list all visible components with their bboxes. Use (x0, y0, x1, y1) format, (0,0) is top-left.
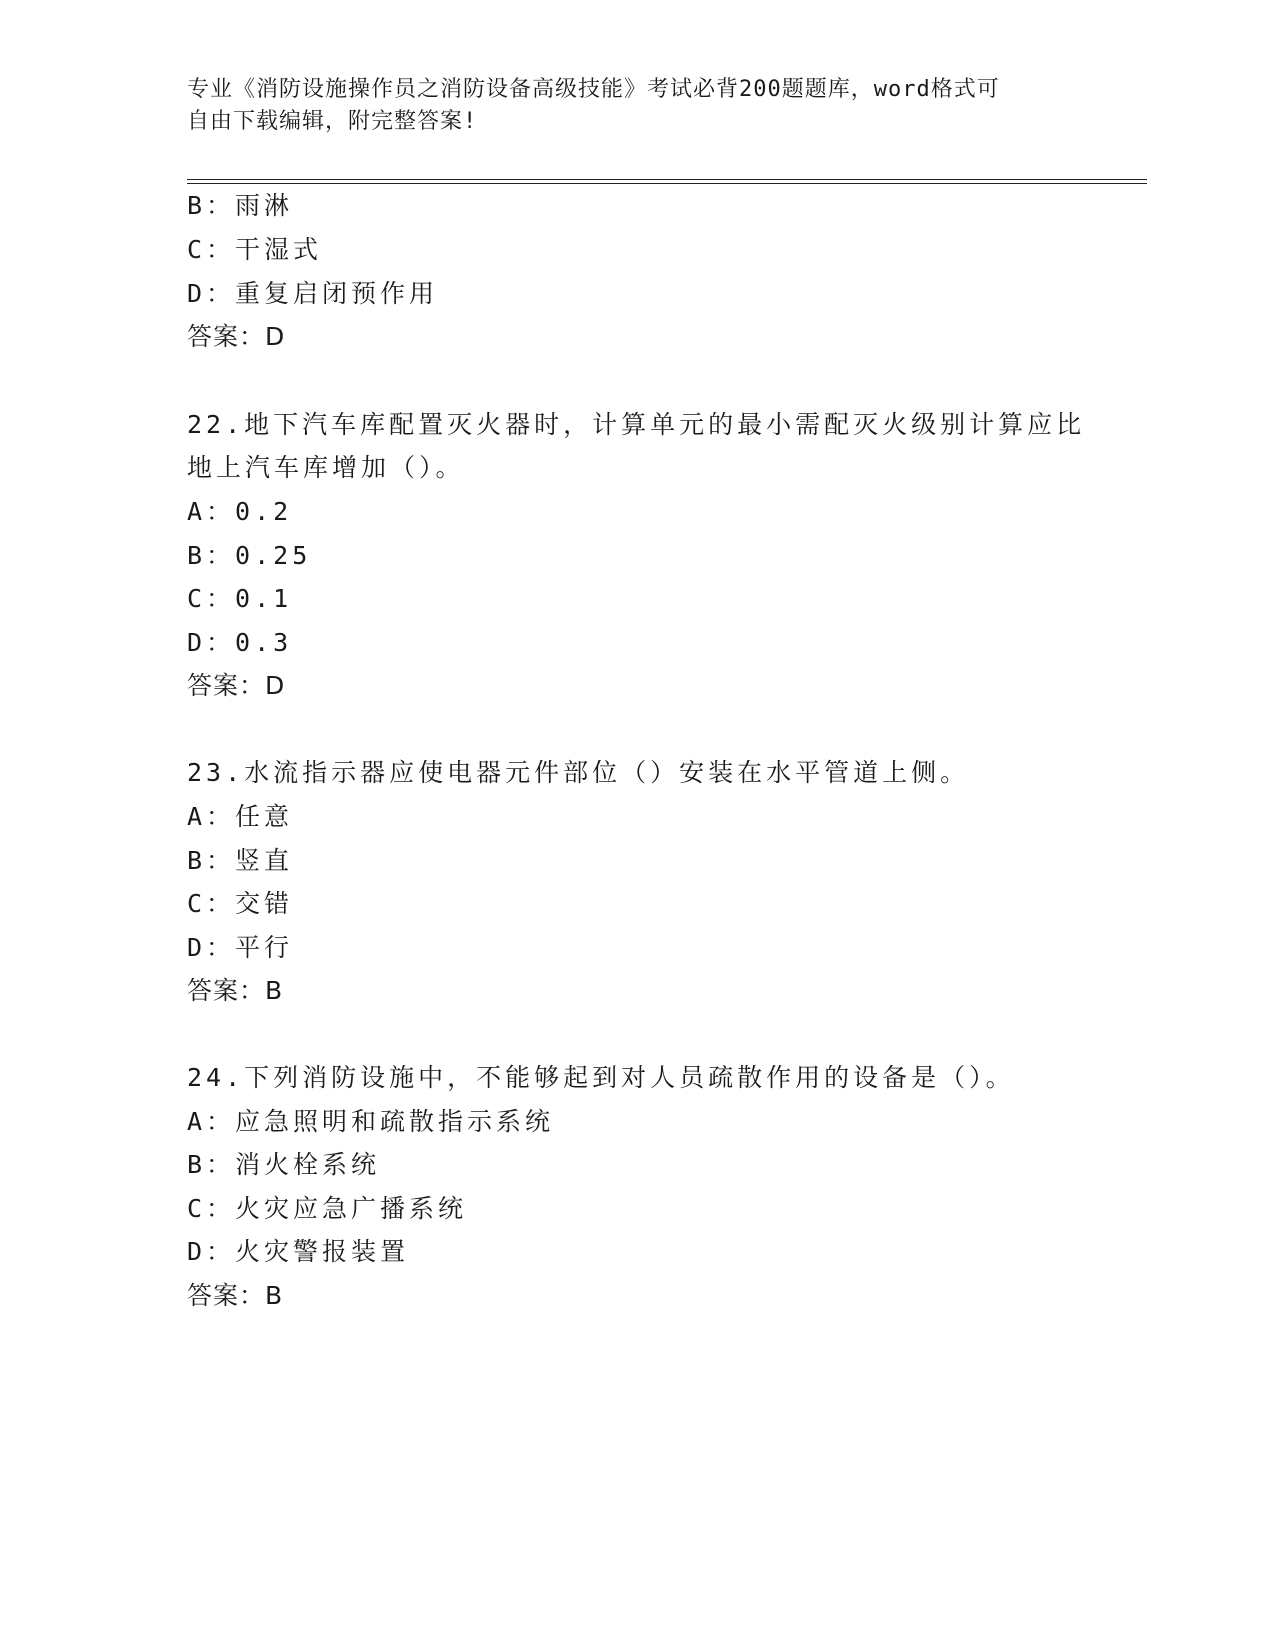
option-b: B：雨淋 (187, 191, 294, 220)
option-d: D：平行 (187, 933, 294, 962)
answer-line: 答案：D (187, 322, 286, 351)
option-c: C：干湿式 (187, 235, 323, 264)
question-stem: 22.地下汽车库配置灭火器时，计算单元的最小需配灭火级别计算应比 (187, 410, 1086, 439)
option-a: A：应急照明和疏散指示系统 (187, 1107, 555, 1136)
answer-line: 答案：B (187, 1281, 284, 1310)
option-d: D：重复启闭预作用 (187, 279, 439, 308)
option-d: D：火灾警报装置 (187, 1237, 410, 1266)
header-line-1: 专业《消防设施操作员之消防设备高级技能》考试必背200题题库，word格式可 (187, 77, 1000, 102)
answer-line: 答案：D (187, 671, 286, 700)
document-header (187, 74, 1087, 138)
option-d: D：0.3 (187, 628, 293, 657)
option-c: C：火灾应急广播系统 (187, 1194, 468, 1223)
question-stem: 24.下列消防设施中，不能够起到对人员疏散作用的设备是（）。 (187, 1063, 1015, 1092)
option-c: C：交错 (187, 889, 294, 918)
option-a: A：任意 (187, 802, 294, 831)
question-stem-continued: 地上汽车库增加（）。 (187, 453, 465, 482)
option-c: C：0.1 (187, 584, 293, 613)
option-b: B：0.25 (187, 541, 312, 570)
header-line-2: 自由下载编辑，附完整答案! (187, 109, 478, 134)
option-b: B：消火栓系统 (187, 1150, 381, 1179)
option-b: B：竖直 (187, 846, 294, 875)
header-divider (187, 179, 1147, 184)
option-a: A：0.2 (187, 497, 293, 526)
answer-line: 答案：B (187, 976, 284, 1005)
question-stem: 23.水流指示器应使电器元件部位（）安装在水平管道上侧。 (187, 758, 970, 787)
